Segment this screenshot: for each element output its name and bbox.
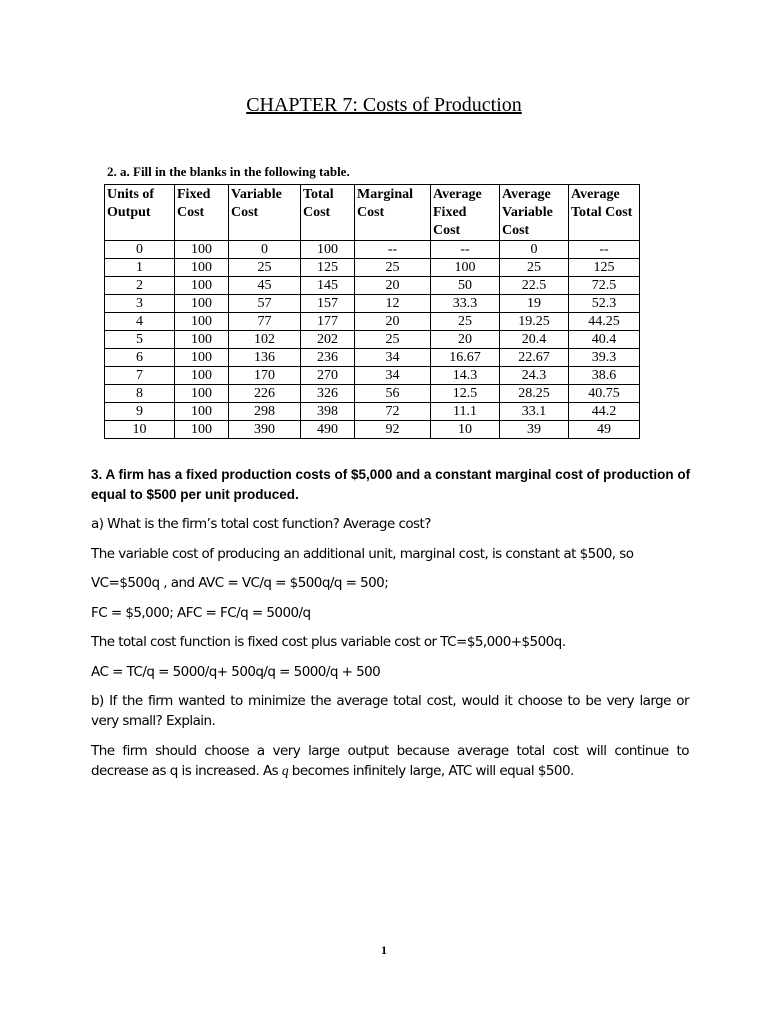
table-cell: 20 (431, 331, 500, 349)
table-cell: 45 (229, 277, 301, 295)
table-cell: 202 (301, 331, 355, 349)
table-cell: 100 (175, 295, 229, 313)
table-header-row (105, 185, 640, 241)
table-cell: 8 (105, 385, 175, 403)
table-cell: 100 (175, 421, 229, 439)
table-cell: 10 (105, 421, 175, 439)
table-cell: 5 (105, 331, 175, 349)
answer-text: The firm should choose a very large output because average total cost will continue to decrease as q is increased. As (91, 743, 689, 779)
table-cell: 270 (301, 367, 355, 385)
table-cell: -- (355, 241, 431, 259)
table-cell: 9 (105, 403, 175, 421)
table-cell: 100 (175, 403, 229, 421)
table-cell: 16.67 (431, 349, 500, 367)
table-cell: 326 (301, 385, 355, 403)
table-cell: 3 (105, 295, 175, 313)
table-cell: 390 (229, 421, 301, 439)
table-cell: 100 (175, 277, 229, 295)
table-cell: 19.25 (500, 313, 569, 331)
variable-q: q (281, 763, 289, 778)
page-number: 1 (381, 943, 387, 957)
column-header: Average Total Cost (569, 185, 640, 241)
table-cell: 20 (355, 277, 431, 295)
table-cell: 72.5 (569, 277, 640, 295)
table-cell: 33.3 (431, 295, 500, 313)
table-cell: 398 (301, 403, 355, 421)
table-cell: 100 (175, 241, 229, 259)
table-cell: 25 (500, 259, 569, 277)
table-cell: 136 (229, 349, 301, 367)
table-cell: 34 (355, 367, 431, 385)
answer-line: AC = TC/q = 5000/q+ 500q/q = 5000/q + 500 (91, 664, 381, 680)
table-cell: 57 (229, 295, 301, 313)
table-cell: 50 (431, 277, 500, 295)
table-cell: 0 (229, 241, 301, 259)
column-header: Variable Cost (229, 185, 301, 241)
table-row (105, 421, 640, 439)
table-cell: 177 (301, 313, 355, 331)
table-cell: 44.25 (569, 313, 640, 331)
table-row (105, 331, 640, 349)
answer-line: The variable cost of producing an additional unit, marginal cost, is constant at $500, so (91, 546, 634, 562)
table-cell: 1 (105, 259, 175, 277)
table-cell: 39.3 (569, 349, 640, 367)
table-cell: 10 (431, 421, 500, 439)
table-cell: 125 (301, 259, 355, 277)
table-cell: 40.75 (569, 385, 640, 403)
table-cell: 2 (105, 277, 175, 295)
table-cell: 49 (569, 421, 640, 439)
table-cell: 102 (229, 331, 301, 349)
table-cell: 12 (355, 295, 431, 313)
table-row (105, 403, 640, 421)
table-cell: 20 (355, 313, 431, 331)
question-2-heading: 2. a. Fill in the blanks in the following table. (107, 164, 350, 179)
table-cell: 52.3 (569, 295, 640, 313)
table-cell: -- (431, 241, 500, 259)
column-header: Average Variable Cost (500, 185, 569, 241)
table-body (105, 241, 640, 439)
part-b-question: b) If the firm wanted to minimize the average total cost, would it choose to be very large or very small? Explain. (91, 693, 689, 729)
question-3-heading: 3. A firm has a fixed production costs of $5,000 and a constant marginal cost of production of equal to $500 per unit produced. (91, 467, 691, 502)
column-header: Units of Output (105, 185, 175, 241)
column-header: Total Cost (301, 185, 355, 241)
table-cell: 100 (301, 241, 355, 259)
table-row (105, 313, 640, 331)
table-cell: 19 (500, 295, 569, 313)
table-row (105, 367, 640, 385)
table-cell: 125 (569, 259, 640, 277)
table-cell: 25 (431, 313, 500, 331)
table-row (105, 349, 640, 367)
answer-line: VC=$500q , and AVC = VC/q = $500q/q = 500; (91, 575, 389, 591)
table-row (105, 241, 640, 259)
table-cell: 12.5 (431, 385, 500, 403)
part-a-question: a) What is the firm’s total cost function? Average cost? (91, 516, 431, 532)
table-cell: 100 (175, 313, 229, 331)
table-cell: 298 (229, 403, 301, 421)
column-header: Fixed Cost (175, 185, 229, 241)
table-cell: 100 (175, 349, 229, 367)
table-cell: 145 (301, 277, 355, 295)
table-cell: 22.5 (500, 277, 569, 295)
table-cell: 77 (229, 313, 301, 331)
table-cell: 25 (355, 331, 431, 349)
table-cell: 100 (175, 259, 229, 277)
table-cell: 11.1 (431, 403, 500, 421)
table-cell: 24.3 (500, 367, 569, 385)
table-cell: 100 (431, 259, 500, 277)
table-cell: 170 (229, 367, 301, 385)
table-cell: 44.2 (569, 403, 640, 421)
part-b-answer (91, 741, 689, 781)
answer-line: The total cost function is fixed cost plus variable cost or TC=$5,000+$500q. (91, 634, 566, 650)
table-cell: 490 (301, 421, 355, 439)
table-cell: -- (569, 241, 640, 259)
column-header: Average Fixed Cost (431, 185, 500, 241)
table-cell: 100 (175, 331, 229, 349)
table-cell: 40.4 (569, 331, 640, 349)
answer-line: FC = $5,000; AFC = FC/q = 5000/q (91, 605, 311, 621)
table-cell: 100 (175, 385, 229, 403)
cost-table (104, 184, 640, 439)
table-cell: 56 (355, 385, 431, 403)
table-cell: 0 (500, 241, 569, 259)
table-cell: 236 (301, 349, 355, 367)
table-cell: 25 (355, 259, 431, 277)
table-cell: 6 (105, 349, 175, 367)
column-header: Marginal Cost (355, 185, 431, 241)
table-cell: 0 (105, 241, 175, 259)
table-cell: 7 (105, 367, 175, 385)
table-row (105, 259, 640, 277)
table-cell: 72 (355, 403, 431, 421)
table-cell: 157 (301, 295, 355, 313)
table-cell: 226 (229, 385, 301, 403)
table-cell: 33.1 (500, 403, 569, 421)
table-cell: 20.4 (500, 331, 569, 349)
table-cell: 22.67 (500, 349, 569, 367)
table-cell: 92 (355, 421, 431, 439)
table-cell: 28.25 (500, 385, 569, 403)
table-row (105, 295, 640, 313)
table-row (105, 385, 640, 403)
answer-text: becomes infinitely large, ATC will equal $500. (288, 763, 574, 779)
page-title: CHAPTER 7: Costs of Production (246, 94, 522, 116)
table-cell: 14.3 (431, 367, 500, 385)
table-cell: 39 (500, 421, 569, 439)
table-row (105, 277, 640, 295)
table-cell: 38.6 (569, 367, 640, 385)
table-cell: 25 (229, 259, 301, 277)
table-cell: 100 (175, 367, 229, 385)
table-cell: 34 (355, 349, 431, 367)
table-cell: 4 (105, 313, 175, 331)
